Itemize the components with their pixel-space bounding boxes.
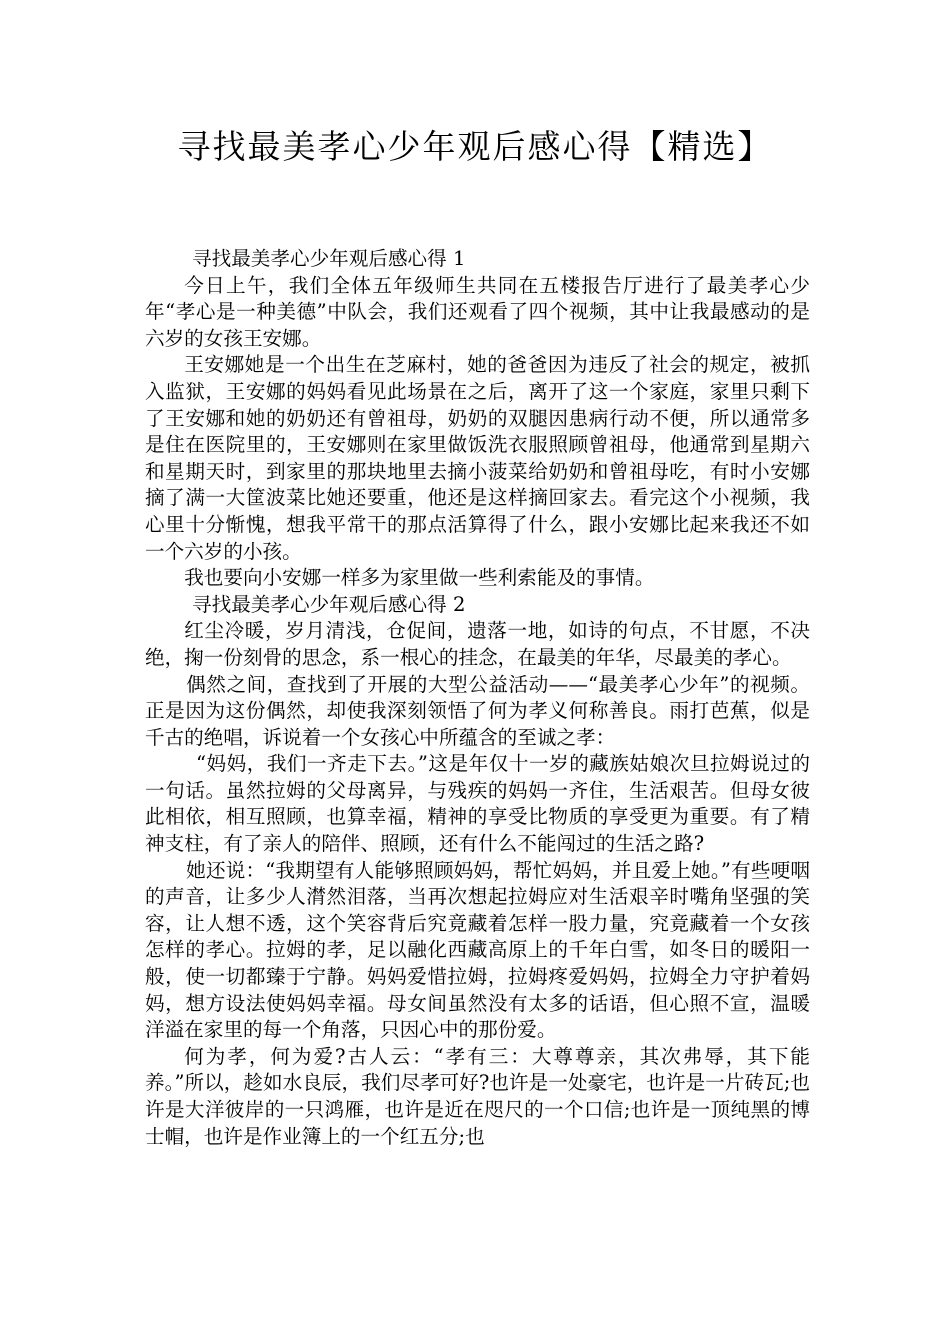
- document-title: 寻找最美孝心少年观后感心得【精选】: [177, 127, 773, 166]
- paragraph: 红尘冷暖，岁月清浅，仓促间，遗落一地，如诗的句点，不甘愿，不决绝，掬一份刻骨的思念，系一根心的挂念，在最美的年华，尽最美的孝心。: [145, 619, 810, 669]
- paragraph: 她还说：“我期望有人能够照顾妈妈，帮忙妈妈，并且爱上她。”有些哽咽的声音，让多少人潸然泪落，当再次想起拉姆应对生活艰辛时嘴角坚强的笑容，让人想不透，这个笑容背后究竟藏着怎样一股力量，究竟藏着一个女孩怎样的孝心。拉姆的孝，足以融化西藏高原上的千年白雪，如冬日的暖阳一般，使一切都臻于宁静。妈妈爱惜拉姆，拉姆疼爱妈妈，拉姆全力守护着妈妈，想方设法使妈妈幸福。母女间虽然没有太多的话语，但心照不宣，温暖洋溢在家里的每一个角落，只因心中的那份爱。: [145, 858, 810, 1042]
- paragraph: “妈妈，我们一齐走下去。”这是年仅十一岁的藏族姑娘次旦拉姆说过的一句话。虽然拉姆的父母离异，与残疾的妈妈一齐住，生活艰苦。但母女彼此相依，相互照顾，也算幸福，精神的享受比物质的享受更为重要。有了精神支柱，有了亲人的陪伴、照顾，还有什么不能闯过的生活之路?: [145, 752, 810, 856]
- paragraph: 今日上午，我们全体五年级师生共同在五楼报告厅进行了最美孝心少年“孝心是一种美德”中队会，我们还观看了四个视频，其中让我最感动的是六岁的女孩王安娜。: [145, 273, 810, 350]
- paragraph: 我也要向小安娜一样多为家里做一些利索能及的事情。: [184, 566, 655, 590]
- section-heading-2: 寻找最美孝心少年观后感心得 2: [192, 592, 466, 616]
- document-body: [145, 246, 810, 1150]
- paragraph: 偶然之间，查找到了开展的大型公益活动——“最美孝心少年”的视频。正是因为这份偶然，却使我深刻领悟了何为孝义何称善良。雨打芭蕉，似是千古的绝唱，诉说着一个女孩心中所蕴含的至诚之孝：: [145, 672, 810, 749]
- section-heading-1: 寻找最美孝心少年观后感心得 1: [192, 247, 466, 270]
- paragraph: 何为孝，何为爱?古人云：“孝有三：大尊尊亲，其次弗辱，其下能养。”所以，趁如水良辰，我们尽孝可好?也许是一处豪宅，也许是一片砖瓦;也许是大洋彼岸的一只鸿雁，也许是近在咫尺的一个口信;也许是一顶纯黑的博士帽，也许是作业簿上的一个红五分;也: [145, 1044, 810, 1148]
- paragraph: 王安娜她是一个出生在芝麻村，她的爸爸因为违反了社会的规定，被抓入监狱，王安娜的妈妈看见此场景在之后，离开了这一个家庭，家里只剩下了王安娜和她的奶奶还有曾祖母，奶奶的双腿因患病行动不便，所以通常多是住在医院里的，王安娜则在家里做饭洗衣服照顾曾祖母，他通常到星期六和星期天时，到家里的那块地里去摘小菠菜给奶奶和曾祖母吃，有时小安娜摘了满一大筐波菜比她还要重，他还是这样摘回家去。看完这个小视频，我心里十分惭愧，想我平常干的那点活算得了什么，跟小安娜比起来我还不如一个六岁的小孩。: [145, 353, 810, 563]
